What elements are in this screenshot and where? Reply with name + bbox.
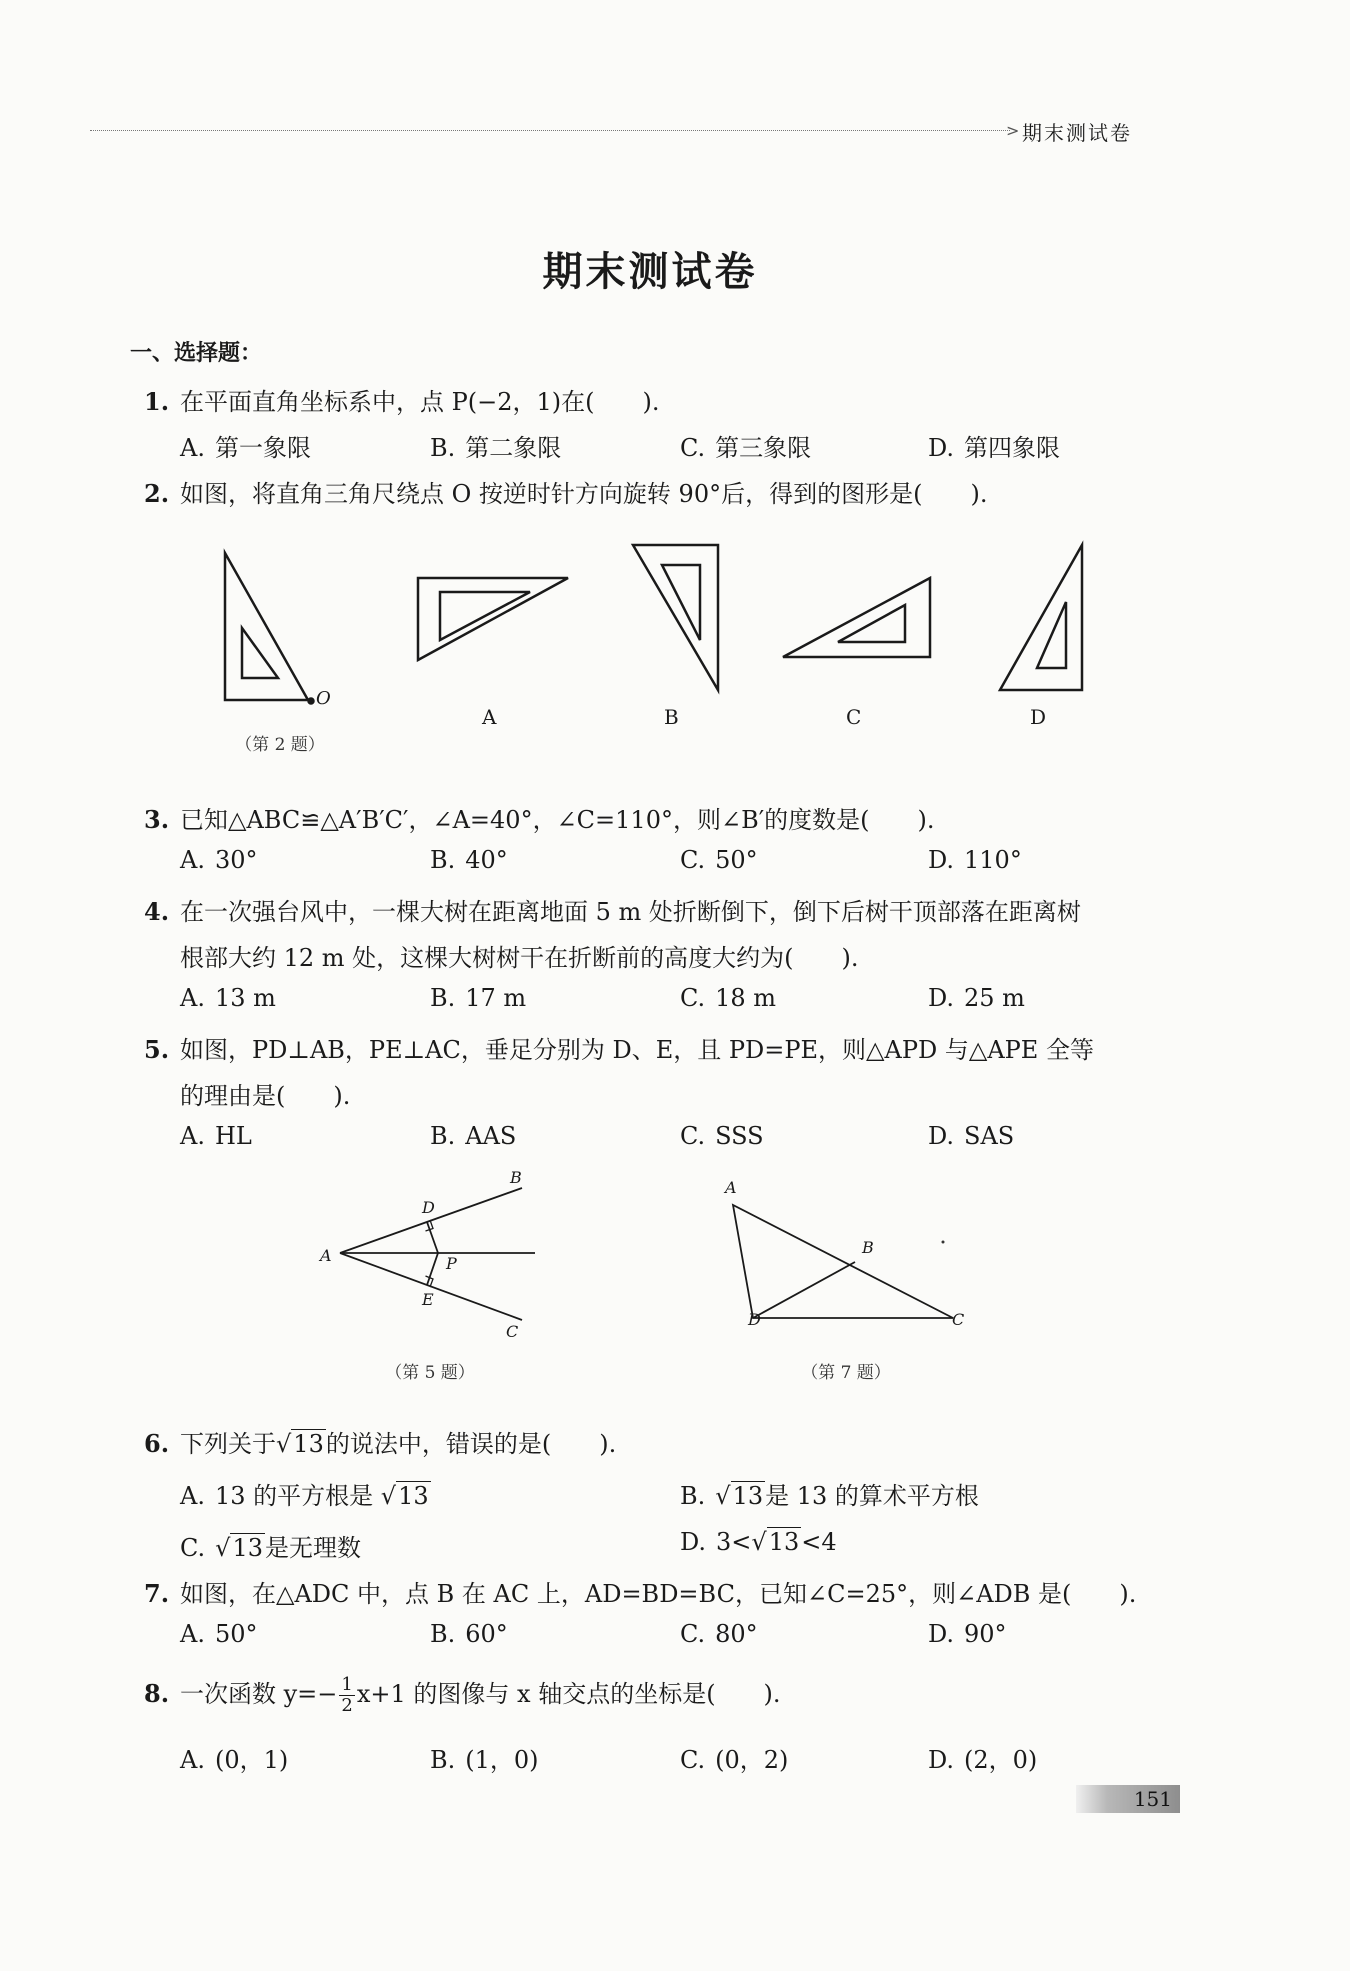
q4-option-b: B. 17 m [430,984,527,1012]
q2-label-d: D [1030,705,1047,729]
running-header: 期末测试卷 [1022,121,1132,145]
q8-option-c: C. (0，2) [680,1746,789,1774]
q7-option-b: B. 60° [430,1620,508,1648]
q6-option-c: C. √13是无理数 [180,1534,361,1562]
fig7-triangle-diagram [733,1205,953,1318]
q5-option-c: C. SSS [680,1122,764,1150]
question-4-continued: 根部大约 12 m 处，这棵大树树干在折断前的高度大约为( ). [180,944,859,972]
fig7-label-c: C [952,1310,965,1329]
q3-option-c: C. 50° [680,846,758,874]
q6-option-d: D. 3<√13<4 [680,1528,837,1556]
q8-option-d: D. (2，0) [928,1746,1038,1774]
q7-option-d: D. 90° [928,1620,1007,1648]
fig5-label-e: E [422,1290,434,1309]
question-2: 2. 如图，将直角三角尺绕点 O 按逆时针方向旋转 90°后，得到的图形是( ). [144,479,988,508]
question-3: 3. 已知△ABC≌△A′B′C′，∠A=40°，∠C=110°，则∠B′的度数是( ). [144,805,935,834]
fig7-caption: （第 7 题） [801,1363,891,1383]
fig7-label-a: A [725,1178,737,1197]
q5-option-a: A. HL [180,1122,252,1150]
q8-option-b: B. (1，0) [430,1746,539,1774]
q5-option-d: D. SAS [928,1122,1015,1150]
q1-option-b: B. 第二象限 [430,434,562,462]
q7-option-a: A. 50° [180,1620,258,1648]
fig5-label-a: A [320,1246,332,1265]
page-number-tab [1076,1785,1180,1813]
question-8: 8. 一次函数 y=− $\frac{1}{2}$ x+1 的图像与 x 轴交点的坐标是( ). [144,1674,781,1716]
q4-option-a: A. 13 m [180,984,276,1012]
question-5: 5. 如图，PD⊥AB，PE⊥AC，垂足分别为 D、E，且 PD=PE，则△APD 与△APE 全等 [144,1035,1094,1064]
fig5-label-b: B [510,1168,522,1187]
fig7-stray-dot [942,1241,945,1244]
q1-option-c: C. 第三象限 [680,434,812,462]
question-number: 1. [144,387,170,416]
q1-option-d: D. 第四象限 [928,434,1061,462]
q3-option-a: A. 30° [180,846,258,874]
q4-option-d: D. 25 m [928,984,1025,1012]
q2-label-c: C [846,705,862,729]
q8-option-a: A. (0，1) [180,1746,289,1774]
q3-option-d: D. 110° [928,846,1022,874]
q2-caption: （第 2 题） [235,735,325,755]
q4-option-c: C. 18 m [680,984,777,1012]
q5-option-b: B. AAS [430,1122,517,1150]
q1-option-a: A. 第一象限 [180,434,311,462]
header-arrow-icon: > [1006,121,1020,140]
fig5-label-d: D [422,1198,435,1217]
fig5-label-c: C [506,1322,519,1341]
fig5-caption: （第 5 题） [385,1363,475,1383]
question-4: 4. 在一次强台风中，一棵大树在距离地面 5 m 处折断倒下，倒下后树干顶部落在距离树 [144,897,1081,926]
fig5-angle-diagram [340,1188,535,1320]
sqrt-symbol: √13 [276,1430,324,1458]
page-title: 期末测试卷 [542,249,758,295]
page-number: 151 [1133,1787,1172,1811]
q3-option-b: B. 40° [430,846,508,874]
section-heading: 一、选择题： [130,341,263,366]
fig7-label-b: B [862,1238,874,1257]
q7-option-c: C. 80° [680,1620,758,1648]
q2-label-b: B [664,705,679,729]
fraction: $\frac{1}{2}$ [341,1674,353,1716]
q6-option-b: B. √13是 13 的算术平方根 [680,1482,979,1510]
q2-point-o: O [316,688,331,709]
q6-option-a: A. 13 的平方根是 √13 [180,1482,429,1510]
question-text: 在平面直角坐标系中，点 P(−2，1)在( ). [180,388,660,416]
question-6: 6. 下列关于√13的说法中，错误的是( ). [144,1429,617,1458]
question-7: 7. 如图，在△ADC 中，点 B 在 AC 上，AD=BD=BC，已知∠C=25°，则∠ADB 是( ). [144,1579,1137,1608]
fig7-label-d: D [748,1310,761,1329]
q2-label-a: A [482,705,497,729]
question-5-continued: 的理由是( ). [180,1082,351,1110]
fig5-label-p: P [446,1254,457,1273]
